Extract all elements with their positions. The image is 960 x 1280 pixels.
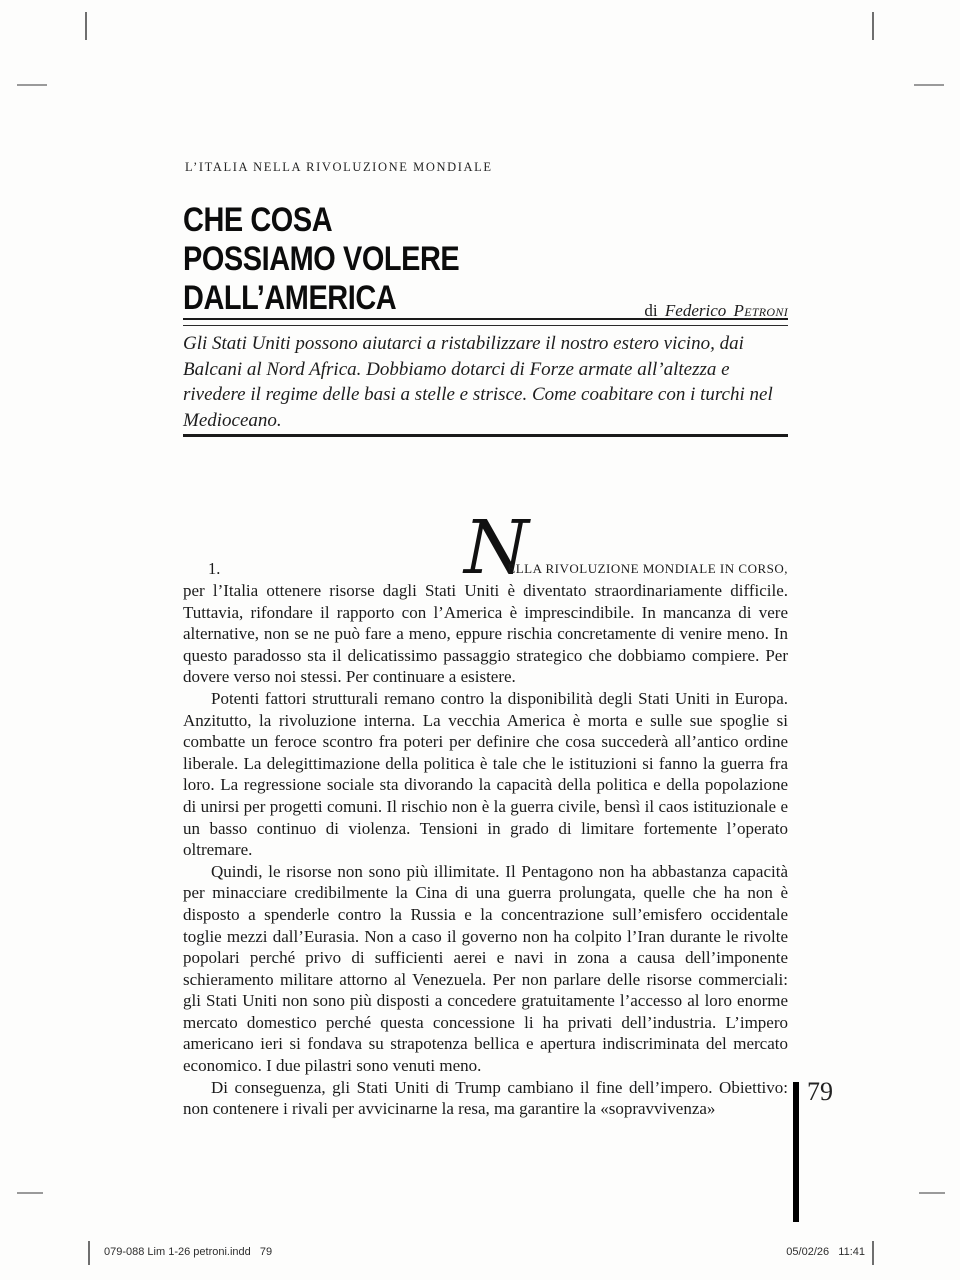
kicker: L’ITALIA NELLA RIVOLUZIONE MONDIALE xyxy=(185,160,493,174)
crop-mark xyxy=(88,1241,90,1265)
author-last-name: Petroni xyxy=(733,301,788,320)
article-title xyxy=(183,201,459,318)
crop-mark xyxy=(919,1192,945,1194)
body-paragraph: per l’Italia ottenere risorse dagli Stati Uniti è diventato straordinariamente difficile. Tuttavia, rifondare il rapporto con l’America è imprescindibile. In mancanza di vere alternative, non se ne può fare a meno, eppure rischia concretamente di venire meno. In questo paradosso sta il delicatissimo passaggio strategico che dobbiamo compiere. Per dovere verso noi stessi. Per continuare a esistere. xyxy=(183,581,788,687)
crop-mark xyxy=(872,1241,874,1265)
title-rule xyxy=(183,318,788,326)
crop-mark xyxy=(17,84,47,86)
article-body xyxy=(183,580,788,1120)
crop-mark xyxy=(17,1192,43,1194)
crop-mark xyxy=(872,12,874,40)
opening-small-caps: ELLA RIVOLUZIONE MONDIALE IN CORSO, xyxy=(507,561,788,576)
abstract-rule xyxy=(183,434,788,437)
body-paragraph: Quindi, le risorse non sono più illimitate. Il Pentagono non ha abbastanza capacità per minacciare credibilmente la Cina di una guerra prolungata, quelle che ha non è disposto a spenderle contro la Russia e la concentrazione sull’emisfero occidentale toglie mezzi dall’Eurasia. Non a caso il governo non ha colpito l’Iran durante le rivolte popolari perché privo di sufficienti aerei e navi in zona a causa dell’imponente schieramento militare attorno al Venezuela. Per non parlare delle risorse commerciali: gli Stati Uniti non sono più disposti a concedere gratuitamente l’accesso al loro enorme mercato domestico perché questa concessione li ha privati dell’industria. L’impero americano ieri si fondava su strapotenza bellica e apertura indiscriminata del mercato economico. I due pilastri sono venuti meno. xyxy=(183,861,788,1076)
section-number: 1. xyxy=(208,559,221,578)
author-first-name: Federico xyxy=(664,301,727,320)
title-line: DALL’AMERICA xyxy=(183,279,397,317)
crop-mark xyxy=(914,84,944,86)
folio-bar xyxy=(793,1082,799,1222)
body-paragraph: Di conseguenza, gli Stati Uniti di Trump cambiano il fine dell’impero. Obiettivo: non contenere i rivali per avvicinarne la resa, ma garantire la «sopravvivenza» xyxy=(183,1077,788,1119)
byline-prefix: di xyxy=(644,301,658,320)
article-abstract: Gli Stati Uniti possono aiutarci a ristabilizzare il nostro estero vicino, dai Balcani al Nord Africa. Dobbiamo dotarci di Forze armate all’altezza e rivedere il regime delle basi a stelle e strisce. Come coabitare con i turchi nel Medioceano. xyxy=(183,333,773,431)
page-number: 79 xyxy=(807,1077,833,1106)
print-timestamp: 05/02/26 11:41 xyxy=(786,1246,865,1258)
crop-mark xyxy=(85,12,87,40)
dropcap-letter: N xyxy=(464,505,529,591)
body-paragraph: Potenti fattori strutturali remano contro la disponibilità degli Stati Uniti in Europa. Anzitutto, la rivoluzione interna. La vecchia America è morta e sulle sue spoglie si combatte un feroce scontro fra poteri per definire che cosa succederà all’antico ordine liberale. La delegittimazione della politica è tale che le istituzioni si fanno la guerra fra loro. La regressione sociale sta divorando la capacità della politica e della popolazione di unirsi per progetti comuni. Il rischio non è la guerra civile, bensì il caos istituzionale e un basso continuo di violenza. Tensioni in grado di limitare fortemente l’operato oltremare. xyxy=(183,688,788,860)
title-line: POSSIAMO VOLERE xyxy=(183,240,460,278)
title-line: CHE COSA xyxy=(183,201,333,239)
print-filename: 079-088 Lim 1-26 petroni.indd 79 xyxy=(104,1246,273,1258)
